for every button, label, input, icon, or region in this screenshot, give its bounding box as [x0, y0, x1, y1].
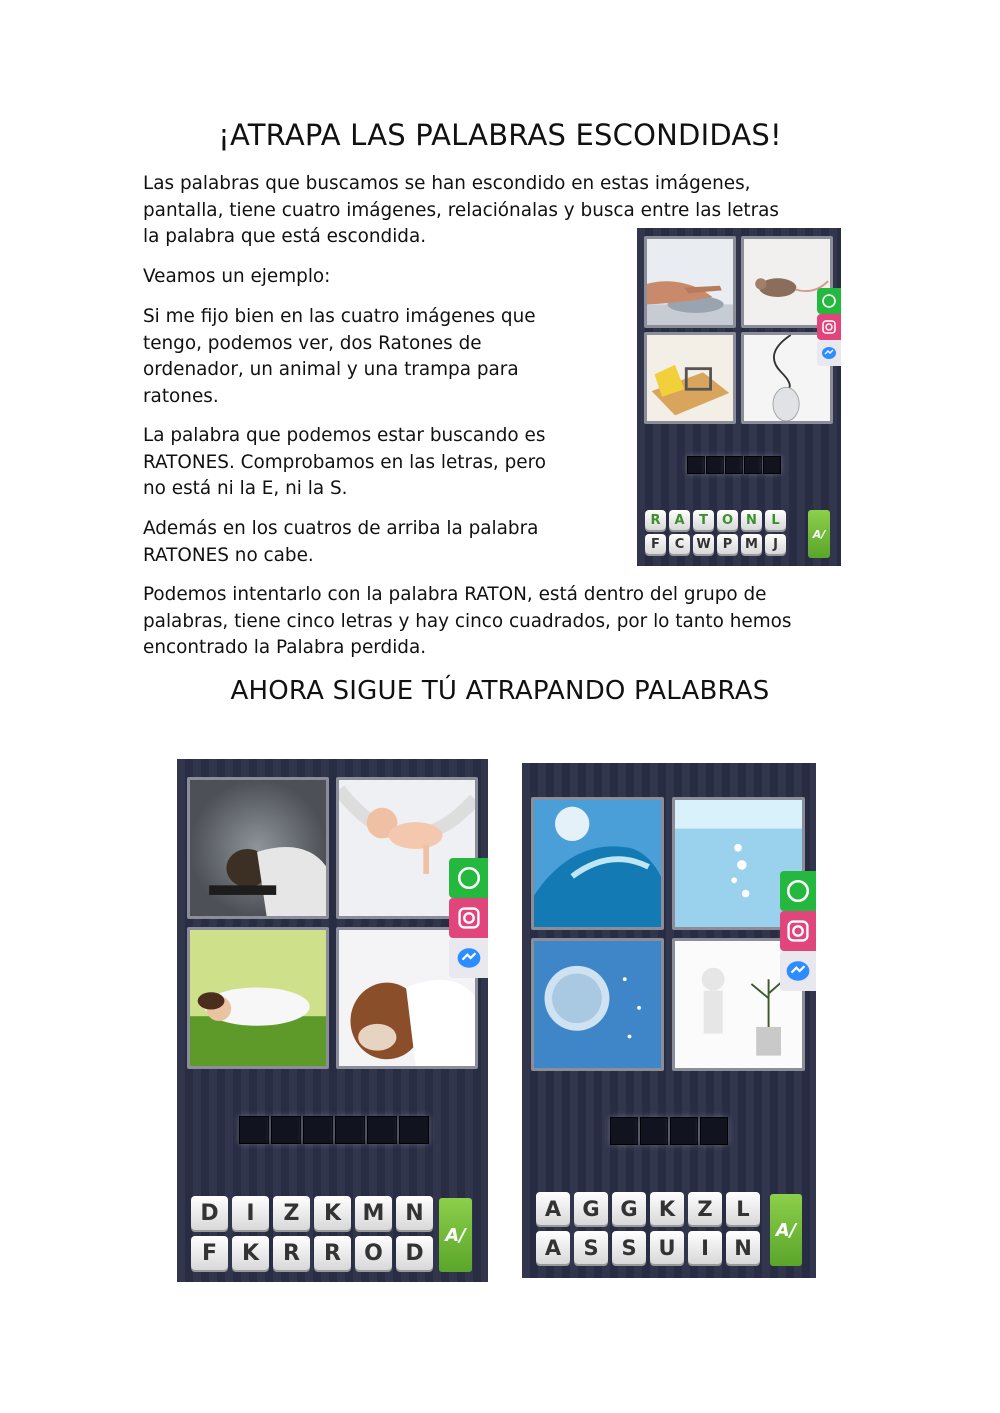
letter-key[interactable]: A — [536, 1192, 570, 1225]
text-line: RATONES no cabe. — [143, 544, 314, 566]
letter-key[interactable]: L — [765, 510, 786, 530]
answer-slot[interactable] — [367, 1116, 397, 1144]
letter-key[interactable]: K — [650, 1192, 684, 1225]
answer-slots — [239, 1116, 431, 1144]
answer-slots — [687, 456, 782, 474]
answer-slot[interactable] — [706, 456, 724, 474]
text-line: ordenador, un animal y una trampa para — [143, 359, 519, 380]
instagram-icon[interactable] — [449, 898, 488, 938]
letter-key[interactable]: S — [574, 1231, 608, 1264]
whatsapp-icon[interactable] — [780, 871, 816, 911]
answer-slot[interactable] — [687, 456, 705, 474]
explanation-paragraph-3 — [143, 516, 538, 569]
text-line: no está ni la E, ni la S. — [143, 478, 348, 499]
answer-slot[interactable] — [335, 1116, 365, 1144]
messenger-icon[interactable] — [449, 938, 488, 978]
letter-key[interactable]: S — [612, 1231, 646, 1264]
explanation-paragraph-2 — [143, 423, 546, 503]
answer-slots — [610, 1117, 730, 1145]
letter-key[interactable]: R — [273, 1236, 310, 1270]
water-puzzle-screenshot — [522, 763, 816, 1278]
section-subtitle: AHORA SIGUE TÚ ATRAPANDO PALABRAS — [230, 676, 770, 706]
letter-key[interactable]: M — [355, 1196, 392, 1230]
letter-key[interactable]: A — [669, 510, 690, 530]
letter-key[interactable]: O — [717, 510, 738, 530]
letter-key[interactable]: P — [717, 534, 738, 554]
letter-key[interactable]: W — [693, 534, 714, 554]
letter-key[interactable]: N — [726, 1231, 760, 1264]
letter-keyboard — [536, 1192, 764, 1264]
answer-slot[interactable] — [725, 456, 743, 474]
intro-line: pantalla, tiene cuatro imágenes, relaciónalas y busca entre las letras — [143, 199, 780, 221]
messenger-icon[interactable] — [817, 340, 841, 366]
image-hand-on-mouse — [644, 236, 736, 328]
text-line: Si me fijo bien en las cuatro imágenes que — [143, 306, 536, 327]
letter-key[interactable]: R — [645, 510, 666, 530]
letter-key[interactable]: O — [355, 1236, 392, 1270]
letter-key[interactable]: U — [650, 1231, 684, 1264]
letter-key[interactable]: N — [396, 1196, 433, 1230]
letter-key[interactable]: F — [645, 534, 666, 554]
answer-slot[interactable] — [303, 1116, 333, 1144]
sleep-puzzle-screenshot — [177, 759, 488, 1282]
hint-button[interactable]: A/ — [808, 510, 830, 558]
answer-slot[interactable] — [239, 1116, 269, 1144]
share-buttons — [449, 858, 488, 978]
explanation-paragraph-4 — [143, 582, 791, 662]
letter-key[interactable]: K — [232, 1236, 269, 1270]
instagram-icon[interactable] — [817, 314, 841, 340]
hint-button[interactable]: A/ — [439, 1198, 472, 1272]
letter-row — [645, 534, 789, 554]
letter-row — [645, 510, 789, 530]
letter-row — [191, 1196, 437, 1230]
intro-line: Las palabras que buscamos se han escondido en estas imágenes, — [143, 173, 751, 194]
letter-key[interactable]: L — [726, 1192, 760, 1225]
letter-key[interactable]: D — [396, 1236, 433, 1270]
letter-key[interactable]: T — [693, 510, 714, 530]
letter-keyboard — [191, 1196, 437, 1270]
hint-button[interactable]: A/ — [770, 1194, 802, 1266]
letter-key[interactable]: Z — [688, 1192, 722, 1225]
page-title: ¡ATRAPA LAS PALABRAS ESCONDIDAS! — [218, 118, 782, 152]
instagram-icon[interactable] — [780, 911, 816, 951]
answer-slot[interactable] — [399, 1116, 429, 1144]
whatsapp-icon[interactable] — [817, 288, 841, 314]
explanation-paragraph-1 — [143, 304, 536, 410]
letter-key[interactable]: A — [536, 1231, 570, 1264]
letter-key[interactable]: N — [741, 510, 762, 530]
letter-key[interactable]: G — [574, 1192, 608, 1225]
letter-key[interactable]: J — [765, 534, 786, 554]
share-buttons — [817, 288, 841, 366]
text-line: RATONES. Comprobamos en las letras, pero — [143, 451, 547, 473]
image-woman-sleeping-grass — [187, 927, 329, 1069]
letter-keyboard — [645, 510, 789, 554]
answer-slot[interactable] — [744, 456, 762, 474]
share-buttons — [780, 871, 816, 991]
answer-slot[interactable] — [670, 1117, 698, 1145]
letter-key[interactable]: R — [314, 1236, 351, 1270]
letter-key[interactable]: K — [314, 1196, 351, 1230]
text-line: encontrado la Palabra perdida. — [143, 637, 427, 658]
answer-slot[interactable] — [640, 1117, 668, 1145]
text-line: Además en los cuatros de arriba la palabra — [143, 518, 539, 539]
image-man-sleeping-on-laptop — [187, 777, 329, 919]
whatsapp-icon[interactable] — [449, 858, 488, 898]
image-mousetrap — [644, 332, 736, 424]
text-line: La palabra que podemos estar buscando es — [143, 425, 546, 446]
letter-key[interactable]: M — [741, 534, 762, 554]
text-line: tengo, podemos ver, dos Ratones de — [143, 332, 482, 354]
answer-slot[interactable] — [700, 1117, 728, 1145]
letter-key[interactable]: D — [191, 1196, 228, 1230]
answer-slot[interactable] — [763, 456, 781, 474]
letter-key[interactable]: Z — [273, 1196, 310, 1230]
answer-slot[interactable] — [610, 1117, 638, 1145]
letter-key[interactable]: I — [232, 1196, 269, 1230]
text-line: ratones. — [143, 385, 219, 407]
text-line: Podemos intentarlo con la palabra RATON, está dentro del grupo de — [143, 584, 767, 605]
answer-slot[interactable] — [271, 1116, 301, 1144]
intro-line: la palabra que está escondida. — [143, 226, 427, 247]
image-shower-head — [531, 938, 664, 1071]
messenger-icon[interactable] — [780, 951, 816, 991]
letter-key[interactable]: C — [669, 534, 690, 554]
text-line: palabras, tiene cinco letras y hay cinco cuadrados, por lo tanto hemos — [143, 610, 792, 632]
letter-row — [536, 1231, 764, 1264]
example-label: Veamos un ejemplo: — [143, 266, 331, 287]
image-ocean-wave — [531, 797, 664, 930]
letter-row — [536, 1192, 764, 1225]
letter-key[interactable]: F — [191, 1236, 228, 1270]
letter-key[interactable]: G — [612, 1192, 646, 1225]
letter-row — [191, 1236, 437, 1270]
letter-key[interactable]: I — [688, 1231, 722, 1264]
example-puzzle-screenshot — [637, 228, 841, 566]
